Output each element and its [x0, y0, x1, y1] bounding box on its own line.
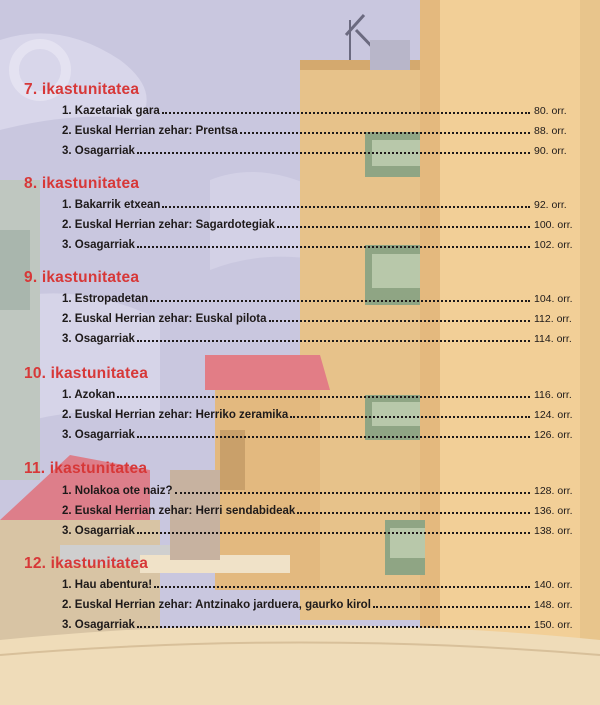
entry-label: 2. Euskal Herrian zehar: Sagardotegiak	[62, 219, 275, 231]
leader-dots	[373, 606, 530, 608]
entry-label: 1. Estropadetan	[62, 293, 149, 305]
leader-dots	[269, 320, 530, 322]
leader-dots	[137, 436, 530, 438]
leader-dots	[162, 112, 530, 114]
unit-title: 11. ikastunitatea	[24, 460, 148, 477]
entry-page: 90. orr.	[534, 145, 567, 157]
leader-dots	[117, 396, 530, 398]
entry-label: 1. Bakarrik etxean	[62, 199, 161, 211]
entry-page: 116. orr.	[534, 389, 572, 401]
entry-label: 1. Hau abentura!	[62, 579, 153, 591]
entry-page: 114. orr.	[534, 333, 572, 345]
unit-title: 9. ikastunitatea	[24, 269, 140, 286]
leader-dots	[154, 586, 530, 588]
entry-page: 148. orr.	[534, 599, 573, 611]
entry-label: 1. Azokan	[62, 389, 116, 401]
toc-entry[interactable]	[62, 481, 576, 497]
toc-entry[interactable]	[62, 289, 576, 305]
toc-entry[interactable]	[62, 595, 576, 611]
unit-title: 8. ikastunitatea	[24, 175, 140, 192]
entry-label: 2. Euskal Herrian zehar: Antzinako jarduera, gaurko kirol	[62, 599, 371, 611]
entry-label: 1. Kazetariak gara	[62, 105, 160, 117]
toc-entry[interactable]	[62, 121, 576, 137]
unit-title: 12. ikastunitatea	[24, 555, 149, 572]
entry-label: 3. Osagarriak	[62, 239, 135, 251]
entry-label: 2. Euskal Herrian zehar: Prentsa	[62, 125, 238, 137]
entry-page: 80. orr.	[534, 105, 567, 117]
entry-page: 150. orr.	[534, 619, 573, 631]
toc-entry[interactable]	[62, 101, 576, 117]
leader-dots	[150, 300, 530, 302]
toc-entry[interactable]	[62, 195, 576, 211]
entry-label: 3. Osagarriak	[62, 333, 135, 345]
entry-label: 2. Euskal Herrian zehar: Herri sendabideak	[62, 505, 296, 517]
entry-label: 2. Euskal Herrian zehar: Euskal pilota	[62, 313, 267, 325]
leader-dots	[290, 416, 530, 418]
leader-dots	[137, 152, 530, 154]
leader-dots	[277, 226, 530, 228]
entry-label: 3. Osagarriak	[62, 429, 135, 441]
leader-dots	[137, 340, 530, 342]
toc-entry[interactable]	[62, 141, 576, 157]
entry-label: 3. Osagarriak	[62, 145, 135, 157]
entry-page: 100. orr.	[534, 219, 573, 231]
entry-page: 124. orr.	[534, 409, 573, 421]
toc-entry[interactable]	[62, 501, 576, 517]
leader-dots	[137, 532, 530, 534]
toc-entry[interactable]	[62, 235, 576, 251]
entry-page: 126. orr.	[534, 429, 573, 441]
toc-entry[interactable]	[62, 615, 576, 631]
toc-entry[interactable]	[62, 215, 576, 231]
entry-label: 1. Nolakoa ote naiz?	[62, 485, 173, 497]
entry-page: 104. orr.	[534, 293, 573, 305]
leader-dots	[175, 492, 530, 494]
unit-title: 10. ikastunitatea	[24, 365, 149, 382]
entry-label: 2. Euskal Herrian zehar: Herriko zeramika	[62, 409, 289, 421]
entry-page: 140. orr.	[534, 579, 573, 591]
toc-entry[interactable]	[62, 521, 576, 537]
toc-entry[interactable]	[62, 405, 576, 421]
entry-page: 112. orr.	[534, 313, 572, 325]
leader-dots	[297, 512, 530, 514]
entry-page: 88. orr.	[534, 125, 567, 137]
toc-entry[interactable]	[62, 329, 576, 345]
toc-entry[interactable]	[62, 575, 576, 591]
entry-page: 138. orr.	[534, 525, 573, 537]
unit-title: 7. ikastunitatea	[24, 81, 140, 98]
entry-label: 3. Osagarriak	[62, 619, 135, 631]
leader-dots	[162, 206, 530, 208]
entry-label: 3. Osagarriak	[62, 525, 135, 537]
entry-page: 128. orr.	[534, 485, 573, 497]
toc-entry[interactable]	[62, 309, 576, 325]
entry-page: 136. orr.	[534, 505, 573, 517]
leader-dots	[240, 132, 530, 134]
leader-dots	[137, 246, 530, 248]
entry-page: 102. orr.	[534, 239, 573, 251]
leader-dots	[137, 626, 530, 628]
toc-entry[interactable]	[62, 425, 576, 441]
entry-page: 92. orr.	[534, 199, 567, 211]
toc-entry[interactable]	[62, 385, 576, 401]
